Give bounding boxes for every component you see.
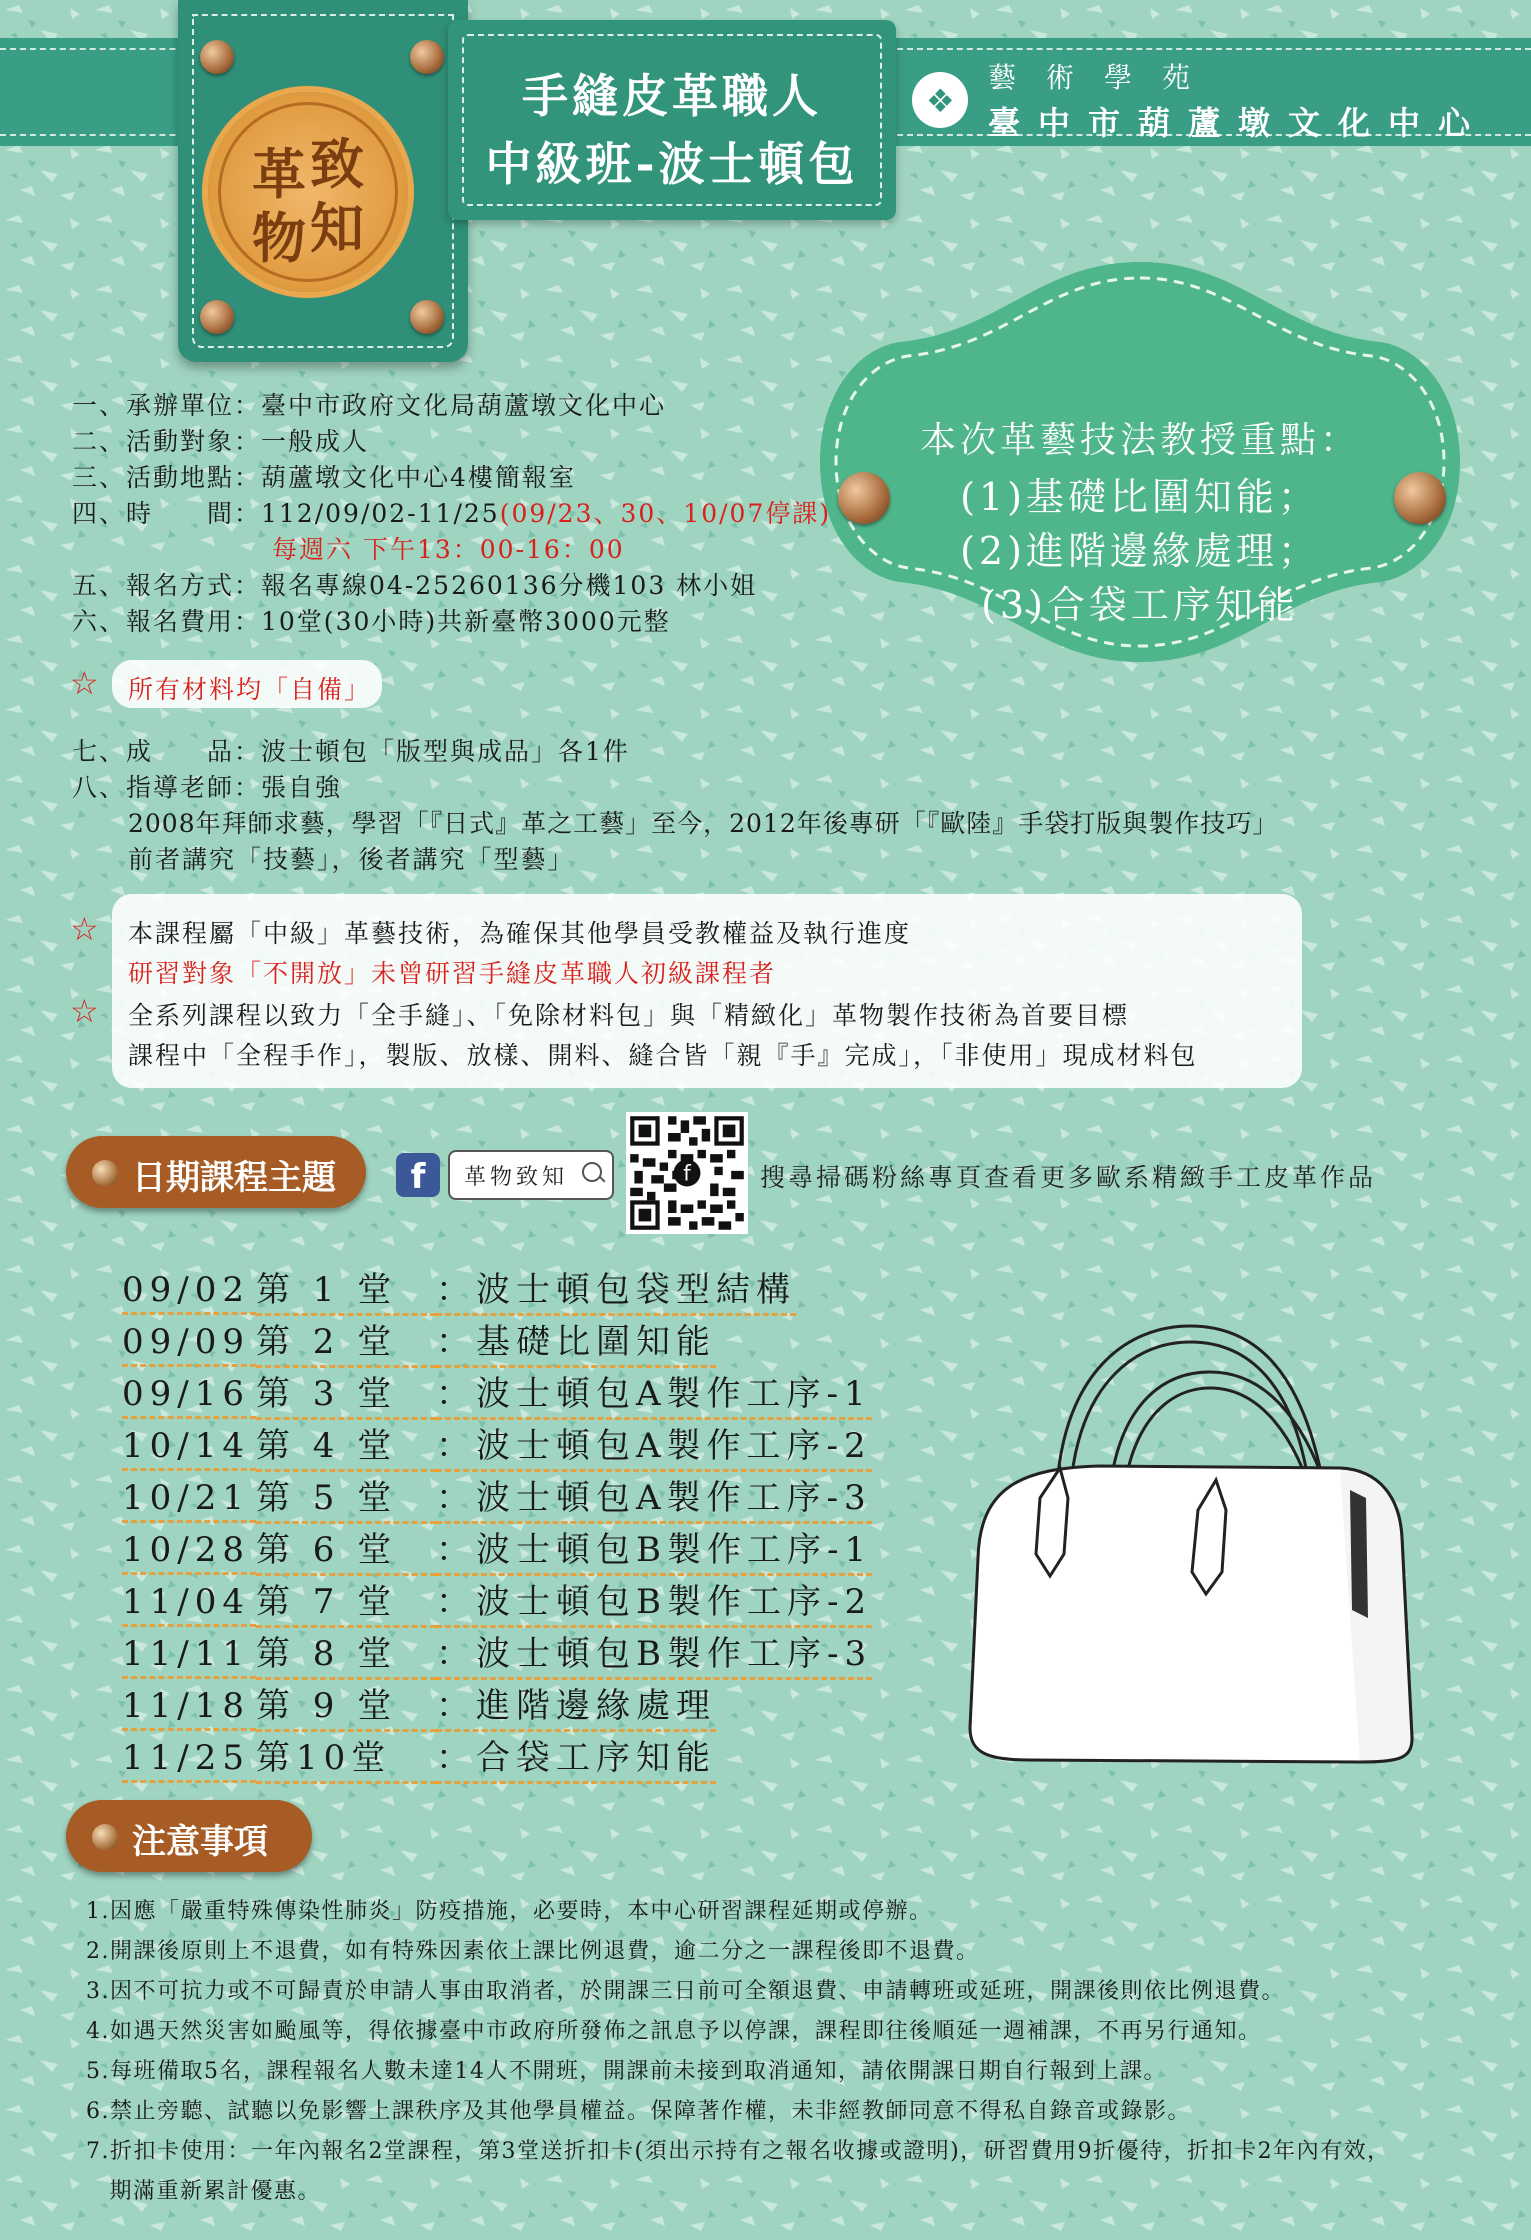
- notice-line-red: 研習對象「不開放」未曾研習手縫皮革職人初級課程者: [128, 959, 777, 988]
- schedule-topic: ：波士頓包B製作工序-1: [436, 1522, 872, 1576]
- info-time: [72, 494, 831, 530]
- schedule-num: 第 7 堂: [256, 1574, 436, 1628]
- organizer-logo-icon: ❖: [912, 72, 968, 128]
- notice-line: 本課程屬「中級」革藝技術，為確保其他學員受教權益及執行進度: [128, 919, 912, 948]
- rivet-icon: [92, 1160, 118, 1186]
- schedule-heading: 日期課程主題: [66, 1136, 366, 1208]
- focus-item: (1)基礎比圍知能；: [960, 475, 1320, 519]
- note-item: 7.折扣卡使用：一年內報名2堂課程，第3堂送折扣卡(須出示持有之報名收據或證明)，研習費用9折優待，折扣卡2年內有效，: [86, 2139, 1391, 2164]
- schedule-date: 09/09: [122, 1322, 256, 1367]
- schedule-topic: ：進階邊緣處理: [436, 1678, 716, 1732]
- schedule-date: 10/14: [122, 1426, 256, 1471]
- course-title: 手縫皮革職人: [522, 69, 822, 123]
- info-organizer: 一、承辦單位：臺中市政府文化局葫蘆墩文化中心: [72, 391, 667, 420]
- star-icon: ☆: [70, 910, 99, 948]
- schedule-num: 第 1 堂: [256, 1262, 436, 1316]
- schedule-topic: ：波士頓包A製作工序-1: [436, 1366, 872, 1420]
- qr-code[interactable]: [626, 1112, 748, 1234]
- schedule-date: 11/18: [122, 1686, 256, 1731]
- note-item: 4.如遇天然災害如颱風等，得依據臺中市政府所發佈之訊息予以停課，課程即往後順延一週補課，不再另行通知。: [86, 2019, 1262, 2044]
- star-icon: ☆: [70, 664, 99, 702]
- search-input-value: 革物致知: [464, 1165, 569, 1190]
- schedule-row: [122, 1626, 872, 1680]
- schedule-date: 09/02: [122, 1270, 256, 1315]
- schedule-row: [122, 1522, 872, 1576]
- schedule-topic: ：波士頓包A製作工序-3: [436, 1470, 872, 1524]
- instructor-bio: 2008年拜師求藝，學習「『日式』革之工藝」至今，2012年後專研「『歐陸』手袋打版與製作技巧」: [128, 809, 1279, 838]
- schedule-topic: ：波士頓包A製作工序-2: [436, 1418, 872, 1472]
- organizer-branding: [902, 58, 1531, 142]
- seal-char: 革: [252, 142, 306, 206]
- schedule-row: [122, 1678, 716, 1732]
- info-product: 七、成 品：波士頓包「版型與成品」各1件: [72, 737, 630, 766]
- rivet-icon: [410, 40, 444, 74]
- note-item: 6.禁止旁聽、試聽以免影響上課秩序及其他學員權益。保障著作權，未非經教師同意不得私自錄音或錄影。: [86, 2099, 1191, 2124]
- schedule-num: 第 3 堂: [256, 1366, 436, 1420]
- focus-title: 本次革藝技法教授重點：: [919, 420, 1360, 461]
- note-item: 期滿重新累計優惠。: [86, 2179, 322, 2204]
- organizer-program: 藝術學苑: [988, 61, 1221, 94]
- course-title-tag: [448, 20, 896, 220]
- star-icon: ☆: [70, 992, 99, 1030]
- material-note: 所有材料均「自備」: [128, 675, 372, 704]
- info-instructor: 八、指導老師：張自強: [72, 773, 343, 802]
- teaching-focus-badge: [820, 262, 1460, 662]
- course-subtitle: 中級班-波士頓包: [485, 137, 859, 191]
- schedule-num: 第 4 堂: [256, 1418, 436, 1472]
- focus-item: (2)進階邊緣處理；: [960, 529, 1320, 573]
- focus-item: (3)合袋工序知能: [981, 583, 1299, 627]
- notice-line: 全系列課程以致力「全手縫」、「免除材料包」與「精緻化」革物製作技術為首要目標: [128, 1001, 1130, 1030]
- note-item: 2.開課後原則上不退費，如有特殊因素依上課比例退費，逾二分之一課程後即不退費。: [86, 1939, 980, 1964]
- svg-text:f: f: [683, 1160, 691, 1186]
- seal-char: 知: [310, 196, 364, 260]
- schedule-row: [122, 1418, 872, 1472]
- schedule-row: [122, 1730, 716, 1784]
- facebook-search-box[interactable]: [448, 1150, 614, 1200]
- schedule-num: 第 5 堂: [256, 1470, 436, 1524]
- note-item: 1.因應「嚴重特殊傳染性肺炎」防疫措施，必要時，本中心研習課程延期或停辦。: [86, 1899, 933, 1924]
- schedule-date: 11/11: [122, 1634, 256, 1679]
- schedule-date: 11/04: [122, 1582, 256, 1627]
- rivet-icon: [92, 1824, 118, 1850]
- note-item: 3.因不可抗力或不可歸責於申請人事由取消者，於開課三日前可全額退費、申請轉班或延班，開課後則依比例退費。: [86, 1979, 1285, 2004]
- schedule-topic: ：基礎比圍知能: [436, 1314, 716, 1368]
- schedule-row: [122, 1262, 796, 1316]
- notes-heading: 注意事項: [66, 1800, 312, 1872]
- schedule-num: 第 8 堂: [256, 1626, 436, 1680]
- schedule-num: 第10堂: [256, 1730, 436, 1784]
- schedule-num: 第 6 堂: [256, 1522, 436, 1576]
- info-time-suspended: (09/23、30、10/07停課): [499, 499, 832, 528]
- schedule-date: 11/25: [122, 1738, 256, 1783]
- search-icon: [582, 1162, 602, 1182]
- rivet-icon: [410, 300, 444, 334]
- qr-caption: 搜尋掃碼粉絲專頁查看更多歐系精緻手工皮革作品: [760, 1163, 1377, 1192]
- info-time-range: 四、時 間：112/09/02-11/25: [72, 499, 500, 528]
- facebook-icon[interactable]: f: [396, 1153, 440, 1197]
- rivet-icon: [200, 300, 234, 334]
- notice-line: 課程中「全程手作」，製版、放樣、開料、縫合皆「親『手』完成」，「非使用」現成材料包: [128, 1041, 1198, 1070]
- info-registration: 五、報名方式：報名專線04-25260136分機103 林小姐: [72, 571, 758, 600]
- instructor-bio: 前者講究「技藝」，後者講究「型藝」: [128, 845, 575, 874]
- schedule-topic: ：波士頓包B製作工序-2: [436, 1574, 872, 1628]
- seal-char: 致: [310, 132, 364, 196]
- schedule-date: 10/28: [122, 1530, 256, 1575]
- schedule-num: 第 2 堂: [256, 1314, 436, 1368]
- info-location: 三、活動地點：葫蘆墩文化中心4樓簡報室: [72, 463, 576, 492]
- schedule-row: [122, 1574, 872, 1628]
- organizer-name: 臺中市葫蘆墩文化中心: [988, 104, 1489, 142]
- schedule-row: [122, 1470, 872, 1524]
- schedule-date: 10/21: [122, 1478, 256, 1523]
- schedule-row: [122, 1314, 716, 1368]
- schedule-topic: ：合袋工序知能: [436, 1730, 716, 1784]
- boston-bag-illustration: [960, 1318, 1420, 1768]
- schedule-num: 第 9 堂: [256, 1678, 436, 1732]
- info-fee: 六、報名費用：10堂(30小時)共新臺幣3000元整: [72, 607, 671, 636]
- info-audience: 二、活動對象：一般成人: [72, 427, 370, 456]
- brand-seal-logo: [208, 92, 408, 292]
- schedule-date: 09/16: [122, 1374, 256, 1419]
- schedule-row: [122, 1366, 872, 1420]
- schedule-topic: ：波士頓包B製作工序-3: [436, 1626, 872, 1680]
- info-time-weekly: 每週六 下午13：00-16：00: [272, 535, 625, 564]
- seal-char: 物: [252, 206, 306, 270]
- schedule-topic: ：波士頓包袋型結構: [436, 1262, 796, 1316]
- rivet-icon: [200, 40, 234, 74]
- note-item: 5.每班備取5名，課程報名人數未達14人不開班，開課前未接到取消通知，請依開課日期自行報到上課。: [86, 2059, 1167, 2084]
